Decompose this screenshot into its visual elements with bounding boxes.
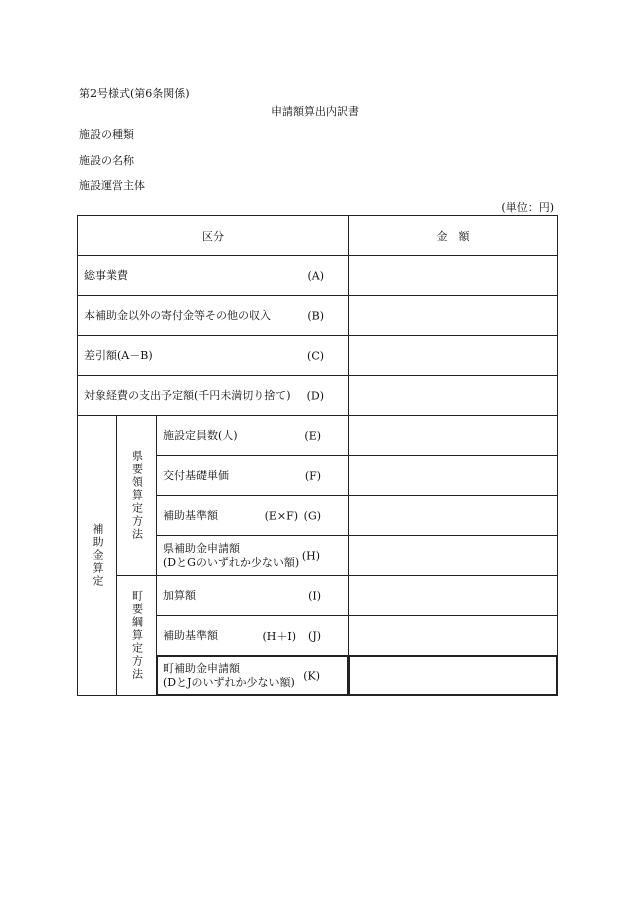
row-code: (J) [308,629,322,642]
amount-cell-i[interactable] [349,576,558,616]
prefecture-method-group [117,416,157,576]
row-label: 本補助金以外の寄付金等その他の収入 [84,308,271,322]
row-label-cell [78,256,349,296]
subsidy-calc-label: 補助金算定 [91,523,104,588]
amount-cell-k[interactable] [349,656,558,696]
amount-cell-j[interactable] [349,616,558,656]
amount-cell-b[interactable] [349,296,558,336]
row-label: 差引額(A－B) [84,348,153,362]
amount-cell-h[interactable] [349,536,558,576]
row-formula: (E×F) [264,509,299,522]
facility-operator-label: 施設運営主体 [79,179,145,192]
row-sublabel: (DとGのいずれか少ない額) [163,555,300,569]
row-label-cell [78,376,349,416]
row-label-cell [157,616,349,656]
row-formula: (H＋I) [262,629,297,643]
facility-name-label: 施設の名称 [79,154,134,167]
row-code: (H) [301,549,321,562]
table-row [78,256,558,296]
table-row [78,576,558,616]
row-label: 補助基準額 [163,508,218,522]
row-code: (B) [307,309,325,322]
row-label: 加算額 [163,588,196,602]
row-label-cell [157,496,349,536]
header-category: 区分 [78,216,349,256]
row-label-cell [157,456,349,496]
amount-cell-c[interactable] [349,336,558,376]
row-label-cell [157,416,349,456]
town-method-group [117,576,157,696]
row-sublabel: (DとJのいずれか少ない額) [163,675,295,689]
row-code: (C) [307,349,325,362]
amount-cell-a[interactable] [349,256,558,296]
row-code: (D) [306,389,325,402]
subsidy-calc-group [78,416,117,696]
row-code: (I) [308,589,322,602]
row-label: 補助基準額 [163,628,218,642]
row-label: 総事業費 [84,268,128,282]
table-row [78,416,558,456]
amount-cell-e[interactable] [349,416,558,456]
table-row [78,336,558,376]
row-label: 交付基礎単価 [163,468,229,482]
row-label-cell [157,576,349,616]
row-label: 施設定員数(人) [163,428,238,442]
amount-cell-g[interactable] [349,496,558,536]
facility-type-label: 施設の種類 [79,128,134,141]
unit-note: (単位：円) [501,201,554,214]
row-label: 対象経費の支出予定額(千円未満切り捨て) [84,388,291,402]
row-code: (E) [304,429,322,442]
row-code: (K) [303,669,321,682]
row-code: (G) [303,509,322,522]
header-amount: 金 額 [349,216,558,256]
row-label-cell [157,656,349,696]
document-title: 申請額算出内訳書 [271,105,359,118]
form-number: 第2号様式(第6条関係) [79,87,190,100]
row-code: (F) [304,469,322,482]
table-header-row [78,216,558,256]
breakdown-table [77,215,558,696]
table-row [78,376,558,416]
row-label-cell [157,536,349,576]
prefecture-method-label: 県要領算定方法 [130,450,144,541]
row-label: 県補助金申請額 [163,541,240,555]
row-code: (A) [307,269,325,282]
row-label: 町補助金申請額 [163,661,240,675]
row-label-cell [78,296,349,336]
town-method-label: 町要綱算定方法 [130,590,144,681]
amount-cell-f[interactable] [349,456,558,496]
table-row [78,296,558,336]
amount-cell-d[interactable] [349,376,558,416]
row-label-cell [78,336,349,376]
